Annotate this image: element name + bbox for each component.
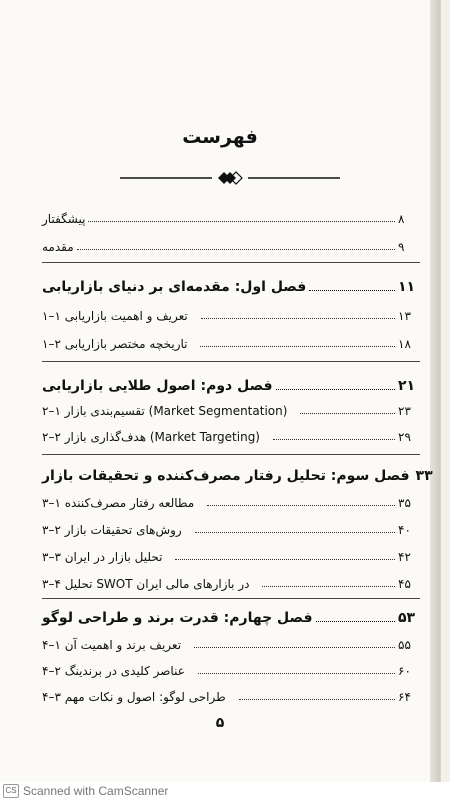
scanner-text: Scanned with CamScanner: [23, 784, 169, 798]
toc-entry-page: ۱۳: [398, 309, 411, 323]
toc-entry-3-3[interactable]: [42, 542, 420, 564]
leader-dots: [316, 620, 395, 622]
toc-entry-label: ۴–۳ طراحی لوگو: اصول و نکات مهم: [42, 690, 226, 704]
leader-dots: [77, 248, 395, 250]
toc-chapter-page: ۲۱: [398, 378, 416, 394]
leader-dots: [195, 531, 395, 533]
scanner-watermark: [0, 782, 450, 800]
title-ornament: [120, 168, 340, 188]
leader-dots: [198, 672, 395, 674]
toc-chapter-label: فصل سوم: تحلیل رفتار مصرف‌کننده و تحقیقات بازار: [42, 468, 410, 484]
toc-entry-4-1[interactable]: [42, 630, 420, 652]
toc-title: فهرست: [182, 126, 258, 148]
leader-dots: [194, 646, 395, 648]
toc-chapter-label: فصل دوم: اصول طلایی بازاریابی: [42, 378, 273, 394]
toc-entry-3-1[interactable]: [42, 488, 420, 510]
toc-entry-label: مقدمه: [42, 240, 74, 254]
toc-chapter-page: ۳۳: [415, 468, 433, 484]
toc-entry-page: ۲۹: [398, 430, 411, 444]
toc-entry-2-1[interactable]: [42, 396, 420, 418]
leader-dots: [239, 698, 395, 700]
toc-entry-page: ۳۵: [398, 496, 411, 510]
leader-dots: [175, 558, 395, 560]
camscanner-logo-icon: CS: [3, 784, 19, 798]
toc-entry-3-2[interactable]: [42, 515, 420, 537]
leader-dots: [88, 220, 395, 222]
toc-chapter-page: ۱۱: [398, 279, 416, 295]
toc-entry-label: پیشگفتار: [42, 212, 86, 226]
toc-chapter-2[interactable]: [42, 372, 420, 394]
toc-entry-label: ۳–۳ تحلیل بازار در ایران: [42, 550, 163, 564]
toc-entry-2-2[interactable]: [42, 422, 420, 444]
toc-entry-label: ۲–۱ تقسیم‌بندی بازار (Market Segmentation): [42, 404, 288, 418]
toc-entry-page: ۲۳: [398, 404, 411, 418]
page-number: ۵: [215, 715, 225, 731]
toc-entry-label: ۴–۲ عناصر کلیدی در برندینگ: [42, 664, 185, 678]
toc-entry-4-3[interactable]: [42, 682, 420, 704]
section-divider: [42, 262, 420, 263]
toc-entry-page: ۴۲: [398, 550, 411, 564]
leader-dots: [300, 412, 395, 414]
toc-chapter-1[interactable]: [42, 273, 420, 295]
leader-dots: [262, 585, 395, 587]
section-divider: [42, 598, 420, 599]
toc-entry-label: ۳–۲ روش‌های تحقیقات بازار: [42, 523, 182, 537]
toc-chapter-3[interactable]: [42, 462, 433, 484]
section-divider: [42, 361, 420, 362]
toc-entry-foreword[interactable]: [42, 204, 420, 226]
toc-chapter-label: فصل اول: مقدمه‌ای بر دنیای بازاریابی: [42, 279, 307, 295]
toc-entry-page: ۶۴: [398, 690, 411, 704]
toc-entry-page: ۶۰: [398, 664, 411, 678]
toc-entry-label: ۱–۱ تعریف و اهمیت بازاریابی: [42, 309, 188, 323]
page-edge: [430, 0, 440, 782]
toc-chapter-4[interactable]: [42, 604, 420, 626]
leader-dots: [201, 317, 395, 319]
leader-dots: [309, 289, 395, 291]
toc-entry-label: ۲–۲ هدف‌گذاری بازار (Market Targeting): [42, 430, 260, 444]
toc-entry-page: ۴۵: [398, 577, 411, 591]
toc-entry-page: ۱۸: [398, 337, 411, 351]
toc-entry-label: ۳–۱ مطالعه رفتار مصرف‌کننده: [42, 496, 195, 510]
toc-chapter-label: فصل چهارم: قدرت برند و طراحی لوگو: [42, 610, 313, 626]
toc-entry-page: ۸: [398, 212, 405, 226]
toc-chapter-page: ۵۳: [398, 610, 416, 626]
section-divider: [42, 454, 420, 455]
toc-entry-4-2[interactable]: [42, 656, 420, 678]
toc-entry-label: ۳–۴ تحلیل SWOT در بازارهای مالی ایران: [42, 577, 250, 591]
leader-dots: [276, 388, 395, 390]
toc-entry-3-4[interactable]: [42, 569, 420, 591]
leader-dots: [200, 345, 395, 347]
toc-entry-label: ۱–۲ تاریخچه مختصر بازاریابی: [42, 337, 188, 351]
leader-dots: [273, 438, 395, 440]
toc-entry-page: ۴۰: [398, 523, 411, 537]
toc-entry-page: ۵۵: [398, 638, 411, 652]
toc-entry-1-2[interactable]: [42, 329, 420, 351]
toc-entry-introduction[interactable]: [42, 232, 420, 254]
leader-dots: [207, 504, 395, 506]
toc-entry-1-1[interactable]: [42, 301, 420, 323]
toc-entry-page: ۹: [398, 240, 405, 254]
toc-entry-label: ۴–۱ تعریف برند و اهمیت آن: [42, 638, 182, 652]
